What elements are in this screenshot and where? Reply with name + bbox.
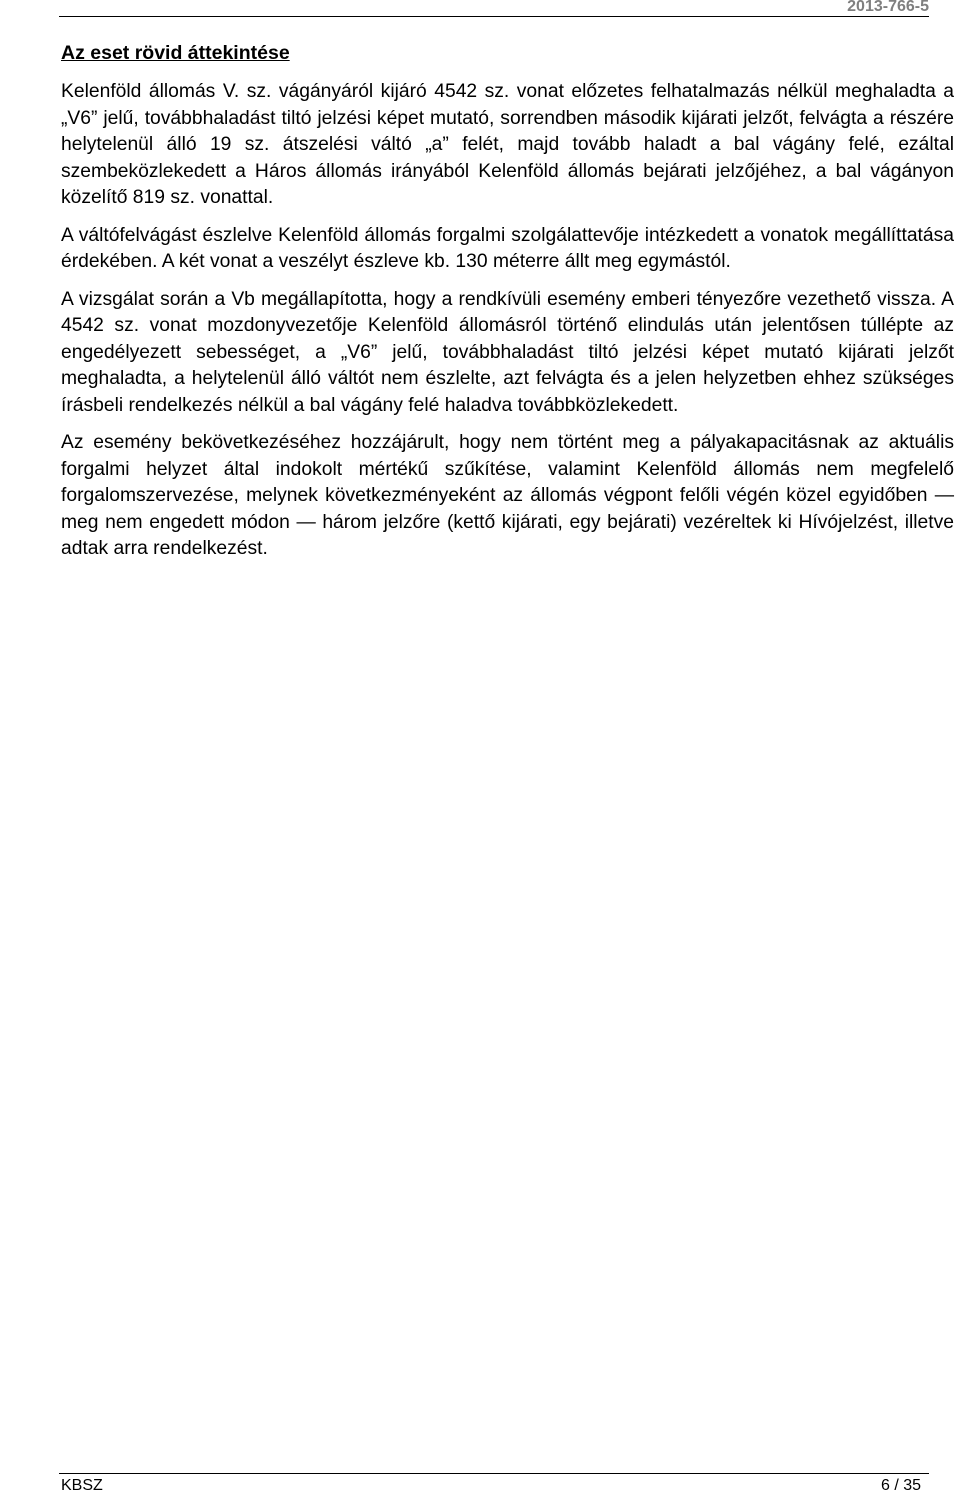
section-title: Az eset rövid áttekintése bbox=[61, 42, 290, 64]
paragraph-contributing-factors: Az esemény bekövetkezéséhez hozzájárult, hogy nem történt meg a pályakapacitásnak az aktuális forgalmi helyzet által indokolt mértékű szűkítése, valamint Kelenföld állomás nem megfelelő forgalomszervezése, melynek következményeként az állomás végpont felőli végén közel egyidőben — meg nem engedett módon — három jelzőre (kettő kijárati, egy bejárati) vezéreltek ki Hívójelzést, illetve adtak arra rendelkezést. bbox=[61, 432, 954, 559]
page-content bbox=[61, 40, 954, 574]
page-number: 6 / 35 bbox=[880, 1477, 921, 1494]
page-header bbox=[59, 0, 929, 17]
document-id: 2013-766-5 bbox=[847, 0, 929, 15]
paragraph-overview: Kelenföld állomás V. sz. vágányáról kijáró 4542 sz. vonat előzetes felhatalmazás nélkül meghaladta a „V6” jelű, továbbhaladást tiltó jelzési képet mutató, sorrendben második kijárati jelzőt, felvágta a részére helytelenül álló 19 sz. átszelési váltó „a” felét, majd tovább haladt a bal vágány felé, ezáltal szembeközlekedett a Háros állomás irányából Kelenföld állomás bejárati jelzőjéhez, a bal vágányon közelítő 819 sz. vonattal. bbox=[61, 81, 954, 208]
page-footer bbox=[59, 1473, 929, 1498]
footer-organization: KBSZ bbox=[61, 1477, 103, 1494]
paragraph-findings: A vizsgálat során a Vb megállapította, hogy a rendkívüli esemény emberi tényezőre vezethető vissza. A 4542 sz. vonat mozdonyvezetője Kelenföld állomásról történő elindulás után jelentősen túllépte az engedélyezett sebességet, a „V6” jelű, továbbhaladást tiltó jelzési képet mutató kijárati jelzőt meghaladta, a helytelenül álló váltót nem észlelte, azt felvágta és a jelen helyzetben ehhez szükséges írásbeli rendelkezés nélkül a bal vágány felé haladva továbbközlekedett. bbox=[61, 288, 954, 416]
paragraph-intervention: A váltófelvágást észlelve Kelenföld állomás forgalmi szolgálattevője intézkedett a vonatok megállíttatása érdekében. A két vonat a veszélyt észleve kb. 130 méterre állt meg egymástól. bbox=[61, 224, 954, 272]
